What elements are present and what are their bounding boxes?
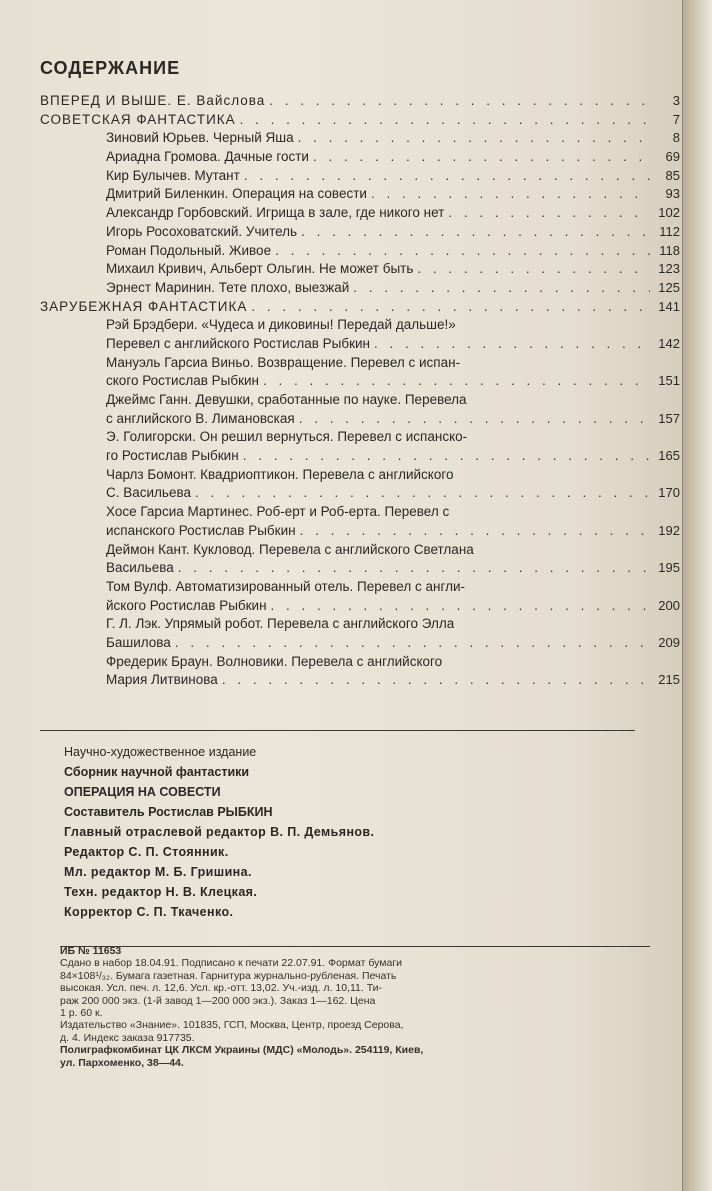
- toc-entry: [40, 316, 680, 335]
- toc-entry-title: го Ростислав Рыбкин: [106, 448, 239, 464]
- toc-entry: [40, 223, 680, 242]
- page-title: СОДЕРЖАНИЕ: [40, 58, 181, 78]
- toc-entry: [40, 279, 680, 298]
- toc-entry-title: Хосе Гарсиа Мартинес. Роб-ерт и Роб-ерта. Перевел с: [106, 504, 450, 520]
- toc-page-number: 209: [658, 634, 680, 650]
- leader-dots: [263, 372, 650, 391]
- toc-entry-title: с английского В. Лимановская: [106, 410, 295, 426]
- toc-entry-title: Игорь Росоховатский. Учитель: [106, 223, 298, 239]
- toc-entry-title: Г. Л. Лэк. Упрямый робот. Перевела с английского Элла: [106, 616, 455, 632]
- toc-entry: [40, 522, 680, 541]
- divider: [40, 730, 635, 731]
- leader-dots: [195, 484, 650, 503]
- toc-entry-title: Фредерик Браун. Волновики. Перевела с английского: [106, 653, 443, 669]
- chief-editor-credit: Главный отраслевой редактор В. П. Демьянов.: [64, 825, 375, 839]
- toc-entry: [40, 484, 680, 503]
- toc-entry-title: Зиновий Юрьев. Черный Яша: [106, 130, 294, 146]
- toc-entry: [40, 260, 680, 279]
- toc-page-number: 112: [659, 223, 680, 239]
- toc-entry-title: Башилова: [106, 634, 171, 650]
- toc-page-number: 3: [672, 93, 680, 108]
- leader-dots: [271, 597, 650, 616]
- toc-entry-title: Джеймс Ганн. Девушки, сработанные по науке. Перевела: [106, 392, 467, 407]
- toc-entry-title: Эрнест Маринин. Тете плохо, выезжай: [106, 279, 350, 295]
- toc-entry-title: Ариадна Громова. Дачные гости: [106, 149, 309, 165]
- toc-entry: [40, 111, 680, 130]
- toc-entry: [40, 391, 680, 410]
- toc-entry-title: Деймон Кант. Кукловод. Перевела с английского Светлана: [106, 541, 474, 557]
- publication-detail-line: Сдано в набор 18.04.91. Подписано к печати 22.07.91. Формат бумаги: [60, 957, 402, 970]
- tech-editor-credit: Техн. редактор Н. В. Клецкая.: [64, 885, 258, 899]
- toc-entry-title: Кир Булычев. Мутант: [106, 167, 240, 183]
- proofreader-credit: Корректор С. П. Ткаченко.: [64, 905, 234, 919]
- toc-entry: [40, 242, 680, 261]
- toc-entry-title: Чарлз Бомонт. Квадриоптикон. Перевела с английского: [106, 466, 454, 482]
- junior-editor-credit: Мл. редактор М. Б. Гришина.: [64, 865, 252, 879]
- leader-dots: [374, 335, 650, 354]
- toc-entry-title: Мануэль Гарсиа Виньо. Возвращение. Перевел с испан-: [106, 354, 461, 370]
- toc-entry: [40, 354, 680, 373]
- leader-dots: [298, 129, 650, 148]
- leader-dots: [300, 522, 650, 541]
- toc-page-number: 141: [658, 298, 680, 314]
- leader-dots: [269, 92, 650, 111]
- toc-page-number: 200: [658, 597, 680, 613]
- leader-dots: [178, 559, 650, 578]
- toc-entry-title: Александр Горбовский. Игрища в зале, где никого нет: [106, 205, 445, 221]
- toc-page-number: 142: [658, 335, 680, 351]
- toc-page-number: 125: [658, 279, 680, 295]
- leader-dots: [222, 671, 650, 690]
- toc-page-number: 69: [665, 149, 680, 165]
- toc-entry: [40, 148, 680, 167]
- toc-entry-title: Васильева: [106, 560, 174, 576]
- publication-detail-line: Издательство «Знание». 101835, ГСП, Москва, Центр, проезд Серова,: [60, 1019, 404, 1032]
- leader-dots: [244, 167, 650, 186]
- toc-entry: [40, 466, 680, 485]
- toc-entry: [40, 129, 680, 148]
- toc-entry: [40, 671, 680, 690]
- toc-page-number: 195: [658, 560, 680, 576]
- toc-entry: [40, 298, 680, 317]
- toc-entry: [40, 447, 680, 466]
- toc-entry-title: Роман Подольный. Живое: [106, 242, 272, 258]
- toc-entry: [40, 92, 680, 111]
- leader-dots: [417, 260, 650, 279]
- toc-entry-title: С. Васильева: [106, 485, 192, 501]
- toc-entry: [40, 615, 680, 634]
- toc-entry: [40, 634, 680, 653]
- leader-dots: [353, 279, 650, 298]
- toc-entry-title: Перевел с английского Ростислав Рыбкин: [106, 335, 370, 351]
- publication-detail-line: ИБ № 11653: [60, 945, 122, 957]
- publication-detail-line: ул. Пархоменко, 38—44.: [60, 1056, 184, 1069]
- imprint-block: [64, 742, 664, 922]
- toc-page-number: 170: [658, 485, 680, 501]
- toc-entry: [40, 597, 680, 616]
- toc-page-number: 157: [658, 410, 680, 426]
- leader-dots: [371, 185, 650, 204]
- toc-entry-title: ского Ростислав Рыбкин: [106, 373, 259, 389]
- series-title: Сборник научной фантастики: [64, 765, 250, 779]
- book-spine: [682, 0, 712, 1191]
- publication-detail-line: д. 4. Индекс заказа 917735.: [60, 1031, 195, 1044]
- toc-entry: [40, 428, 680, 447]
- toc-entry-title: СОВЕТСКАЯ ФАНТАСТИКА: [40, 111, 236, 127]
- toc-page-number: 93: [665, 186, 680, 202]
- toc-entry: [40, 167, 680, 186]
- toc-entry-title: Мария Литвинова: [106, 672, 218, 688]
- toc-entry-title: Том Вулф. Автоматизированный отель. Перевел с англи-: [106, 578, 465, 594]
- toc-entry-title: ЗАРУБЕЖНАЯ ФАНТАСТИКА: [40, 298, 248, 314]
- leader-dots: [175, 634, 650, 653]
- toc-entry: [40, 335, 680, 354]
- toc-page-number: 118: [659, 242, 680, 258]
- leader-dots: [299, 410, 650, 429]
- toc-entry: [40, 410, 680, 429]
- leader-dots: [243, 447, 650, 466]
- toc-page-number: 165: [658, 448, 680, 464]
- toc-entry-title: испанского Ростислав Рыбкин: [106, 522, 296, 538]
- publication-detail-line: Полиграфкомбинат ЦК ЛКСМ Украины (МДС) «Молодь». 254119, Киев,: [60, 1044, 424, 1057]
- toc-entry: [40, 204, 680, 223]
- toc-page-number: 102: [658, 205, 680, 221]
- toc-page-number: 192: [658, 522, 680, 538]
- book-title: ОПЕРАЦИЯ НА СОВЕСТИ: [64, 785, 221, 799]
- toc-entry: [40, 541, 680, 560]
- table-of-contents: [40, 92, 680, 690]
- toc-entry-title: йского Ростислав Рыбкин: [106, 597, 267, 613]
- leader-dots: [301, 223, 650, 242]
- toc-entry: [40, 185, 680, 204]
- publication-detail-line: 84×108¹/₃₂. Бумага газетная. Гарнитура журнально-рубленая. Печать: [60, 969, 397, 982]
- toc-entry: [40, 372, 680, 391]
- leader-dots: [313, 148, 650, 167]
- toc-entry: [40, 578, 680, 597]
- edition-type: Научно-художественное издание: [64, 745, 257, 759]
- toc-page-number: 7: [672, 111, 680, 127]
- toc-entry-title: ВПЕРЕД И ВЫШЕ. Е. Вайслова: [40, 93, 266, 108]
- toc-page-number: 151: [658, 373, 680, 389]
- toc-page-number: 8: [672, 130, 680, 146]
- toc-entry-title: Дмитрий Биленкин. Операция на совести: [106, 186, 367, 202]
- publication-detail-line: высокая. Усл. печ. л. 12,6. Усл. кр.-отт. 13,02. Уч.-изд. л. 10,11. Ти-: [60, 982, 383, 995]
- editor-credit: Редактор С. П. Стоянник.: [64, 845, 229, 859]
- leader-dots: [448, 204, 650, 223]
- toc-page-number: 123: [658, 261, 680, 277]
- toc-entry-title: Э. Голигорски. Он решил вернуться. Перевел с испанско-: [106, 429, 468, 445]
- leader-dots: [240, 111, 650, 130]
- leader-dots: [251, 298, 650, 317]
- toc-entry: [40, 503, 680, 522]
- publication-detail-line: 1 р. 60 к.: [60, 1007, 103, 1020]
- leader-dots: [275, 242, 650, 261]
- publication-details: [60, 945, 656, 1069]
- toc-entry-title: Михаил Кривич, Альберт Ольгин. Не может быть: [106, 261, 414, 277]
- compiler-credit: Составитель Ростислав РЫБКИН: [64, 805, 273, 819]
- toc-page-number: 215: [658, 672, 680, 688]
- toc-page-number: 85: [665, 167, 680, 183]
- toc-entry: [40, 559, 680, 578]
- toc-entry-title: Рэй Брэдбери. «Чудеса и диковины! Передай дальше!»: [106, 317, 456, 333]
- publication-detail-line: раж 200 000 экз. (1-й завод 1—200 000 экз.). Заказ 1—162. Цена: [60, 994, 376, 1007]
- toc-entry: [40, 653, 680, 672]
